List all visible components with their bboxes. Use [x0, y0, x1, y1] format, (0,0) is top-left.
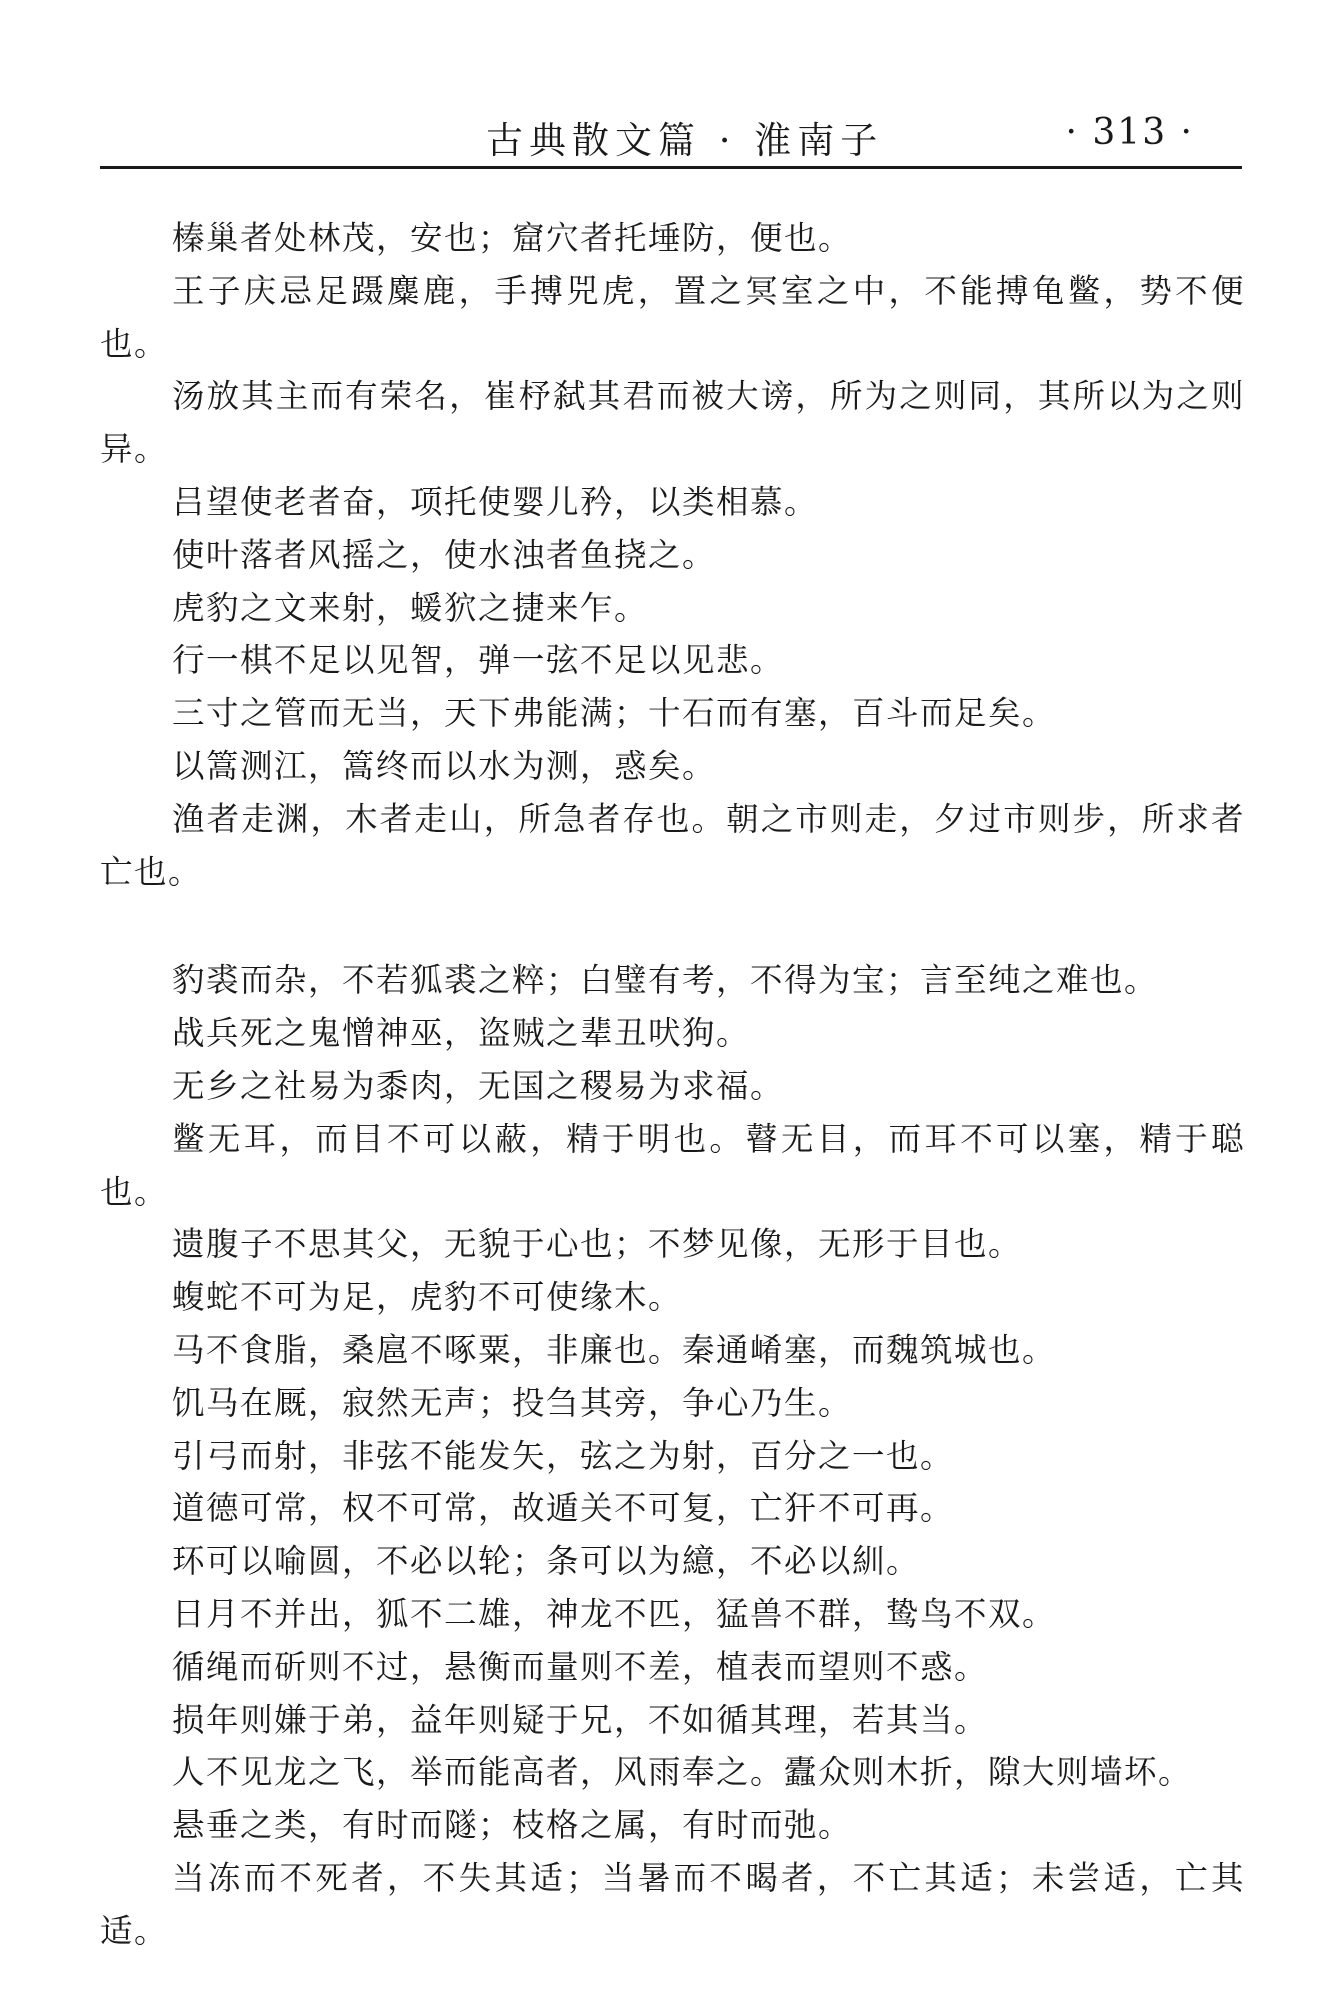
paragraph: 三寸之管而无当，天下弗能满；十石而有塞，百斗而足矣。 [172, 694, 1057, 733]
paragraph: 引弓而射，非弦不能发矢，弦之为射，百分之一也。 [172, 1436, 955, 1475]
paragraph: 虎豹之文来射，蝯狖之捷来乍。 [172, 588, 649, 627]
paragraph: 日月不并出，狐不二雄，神龙不匹，猛兽不群，鸷鸟不双。 [172, 1594, 1057, 1633]
paragraph: 战兵死之鬼憎神巫，盗贼之辈丑吠狗。 [172, 1014, 751, 1053]
paragraph: 汤放其主而有荣名，崔杼弑其君而被大谤，所为之则同，其所以为之则异。 [100, 377, 1245, 469]
paragraph: 当冻而不死者，不失其适；当暑而不暍者，不亡其适；未尝适，亡其适。 [100, 1858, 1245, 1950]
section-divider [100, 898, 1245, 954]
section-2 [100, 954, 1245, 1957]
paragraph: 榛巢者处林茂，安也；窟穴者托埵防，便也。 [172, 219, 853, 257]
header-title: 古典散文篇 · 淮南子 [486, 119, 884, 162]
paragraph: 循绳而斫则不过，悬衡而量则不差，植表而望则不惑。 [172, 1647, 989, 1686]
running-header [100, 100, 1242, 169]
paragraph: 鳖无耳，而目不可以蔽，精于明也。瞽无目，而耳不可以塞，精于聪也。 [100, 1119, 1245, 1211]
paragraph: 以篙测江，篙终而以水为测，惑矣。 [172, 746, 717, 785]
paragraph: 渔者走渊，木者走山，所急者存也。朝之市则走，夕过市则步，所求者亡也。 [100, 799, 1245, 891]
paragraph: 王子庆忌足蹑麋鹿，手搏兕虎，置之冥室之中，不能搏龟鳖，势不便也。 [100, 271, 1245, 363]
paragraph: 损年则嫌于弟，益年则疑于兄，不如循其理，若其当。 [172, 1700, 989, 1739]
paragraph: 环可以喻圆，不必以轮；条可以为繶，不必以紃。 [172, 1542, 921, 1581]
paragraph: 蝮蛇不可为足，虎豹不可使缘木。 [172, 1278, 683, 1317]
paragraph: 无乡之社易为黍肉，无国之稷易为求福。 [172, 1066, 785, 1105]
paragraph: 马不食脂，桑扈不啄粟，非廉也。秦通崤塞，而魏筑城也。 [172, 1330, 1057, 1369]
paragraph: 遗腹子不思其父，无貌于心也；不梦见像，无形于目也。 [172, 1225, 1023, 1264]
body-text [100, 212, 1245, 1958]
paragraph: 吕望使老者奋，项托使婴儿矜，以类相慕。 [172, 482, 819, 521]
section-1 [100, 212, 1245, 898]
paragraph: 豹裘而杂，不若狐裘之粹；白璧有考，不得为宝；言至纯之难也。 [172, 961, 1159, 1000]
page-number: · 313 · [1065, 112, 1194, 153]
paragraph: 使叶落者风摇之，使水浊者鱼挠之。 [172, 535, 717, 574]
paragraph: 悬垂之类，有时而隧；枝格之属，有时而弛。 [172, 1806, 853, 1845]
paragraph: 饥马在厩，寂然无声；投刍其旁，争心乃生。 [172, 1383, 853, 1422]
paragraph: 行一棋不足以见智，弹一弦不足以见悲。 [172, 641, 785, 680]
paragraph: 道德可常，权不可常，故遁关不可复，亡犴不可再。 [172, 1489, 955, 1528]
paragraph: 人不见龙之飞，举而能高者，风雨奉之。蠹众则木折，隙大则墙坏。 [172, 1753, 1193, 1792]
